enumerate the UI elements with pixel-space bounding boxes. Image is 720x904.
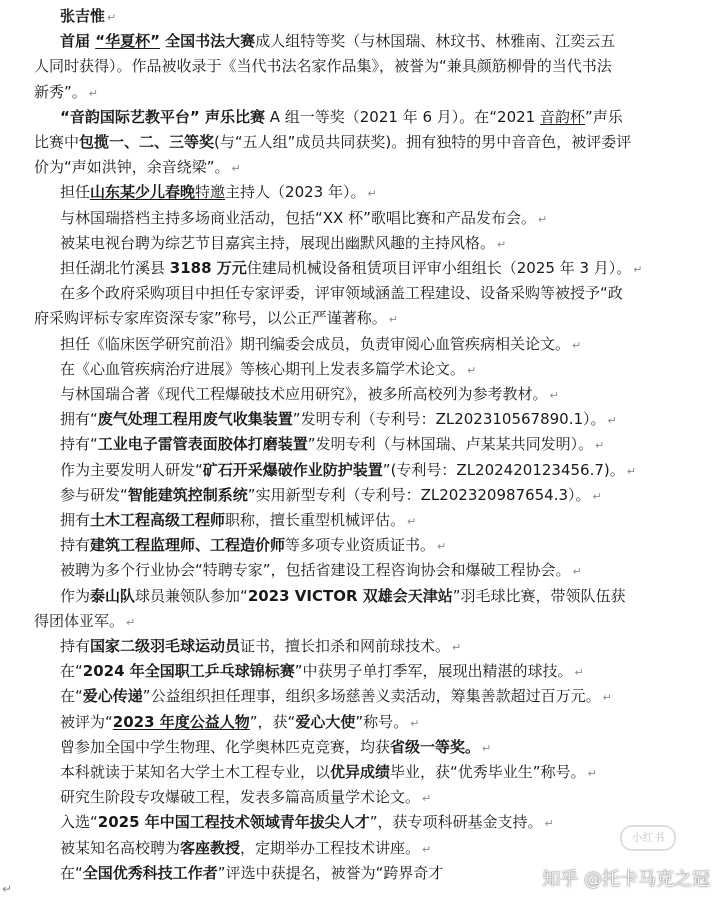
text-run: 住建局机械设备租赁项目评审小组组长（2025 年 3 月）。 [246,259,632,277]
text-run: A 组一等奖（2021 年 6 月）。在“2021 [264,107,540,126]
text-run: 成人组特等奖（与林国瑞、林玟书、林雅南、江奕云五 [255,32,616,51]
text-run: 2024 年全国职工乒乓球锦标赛 [82,662,295,681]
text-run: ，定期举办工程技术讲座。 [240,838,421,857]
text-run: ”发明专利（专利号：ZL202310567890.1）。 [292,410,606,429]
text-run: ”羽毛球比赛，带领队伍获 [452,586,626,605]
text-run: 主持人（2023 年）。 [225,183,366,202]
text-run: 智能建筑控制系统 [127,485,248,504]
paragraph-mark-icon: ↵ [497,237,507,251]
text-run: 建筑工程监理师、工程造价师 [90,536,286,555]
end-paragraph-mark: ↵ [2,882,13,896]
text-line [0,130,720,155]
text-run: 球员兼领队参加“ [135,586,248,605]
text-run: 爱心传递 [82,687,143,706]
paragraph-mark-icon: ↵ [572,565,582,579]
text-run: 全国书法大赛 [159,32,256,51]
text-run: ”，获“ [249,712,296,731]
text-line [0,29,720,54]
text-line [0,508,720,533]
text-line [0,760,720,785]
text-run: 得团体亚军。 [34,611,125,630]
text-run: 价为“声如洪钟，余音绕梁”。 [34,158,230,177]
paragraph-mark-icon: ↵ [88,86,98,100]
text-line [0,634,720,659]
paragraph-mark-icon: ↵ [437,540,447,554]
text-run: 矿石开采爆破作业防护装置 [202,460,383,479]
text-line [0,180,720,205]
text-run: 特邀 [195,183,226,202]
paragraph-mark-icon: ↵ [602,691,612,705]
paragraph-mark-icon: ↵ [407,515,417,528]
text-run: ”声乐 [585,107,623,126]
text-run: ”公益组织担任理事，组织多场慈善义卖活动，筹集善款超过百万元。 [142,687,601,706]
text-run: ”称号。 [355,712,409,731]
text-line [0,281,720,306]
paragraph-mark-icon: ↵ [626,464,636,478]
text-run: 担任湖北竹溪县 [60,259,170,277]
text-run: ”(专利号：ZL202420123456.7)。 [382,460,625,479]
text-run: 府采购评标专家库资深专家”称号，以公正严谨著称。 [34,309,387,328]
text-run: 等多项专业资质证书。 [285,536,436,555]
paragraph-mark-icon: ↵ [467,363,477,377]
text-run: 入选“ [60,813,98,832]
text-run: 拥有“ [60,410,98,429]
text-run: 废气处理工程用废气收集装置 [97,410,293,429]
paragraph-mark-icon: ↵ [422,842,432,856]
text-line [0,684,720,709]
text-line [0,231,720,256]
paragraph-mark-icon: ↵ [367,187,377,201]
text-run: 在“ [60,687,83,706]
text-run: 在《心血管疾病治疗进展》等核心期刊上发表多篇学术论文。 [60,359,466,378]
text-line [0,332,720,357]
text-run: 省级一等奖。 [390,737,481,756]
text-run: “华夏杯” [95,32,160,51]
text-run: 持有“ [60,435,98,454]
text-run: 音韵杯 [540,107,586,126]
paragraph-mark-icon: ↵ [574,666,584,680]
text-run: 拥有 [60,511,91,529]
text-line [0,609,720,634]
text-line [0,785,720,810]
text-run: 全国优秀科技工作者 [82,863,218,882]
text-line [0,735,720,760]
text-line [0,306,720,331]
text-run: ”评选中获提名，被誉为“跨界奇才 [217,863,444,882]
text-run: 优异成绩 [330,763,391,781]
text-line [0,584,720,609]
text-line [0,483,720,508]
paragraph-mark-icon: ↵ [107,11,117,24]
text-line [0,407,720,432]
text-run: 与林国瑞搭档主持多场商业活动，包括“XX 杯”歌唱比赛和产品发布会。 [60,208,536,227]
watermark-text: 知乎 @托卡马克之冠 [542,869,710,890]
paragraph-mark-icon: ↵ [231,162,241,176]
text-line [0,458,720,483]
text-line [0,432,720,457]
text-run: ”中获男子单打季军，展现出精湛的球技。 [294,662,573,681]
text-run: 客座教授 [180,838,241,857]
text-run: 作为 [60,586,91,605]
paragraph-mark-icon: ↵ [607,414,617,428]
text-line [0,836,720,861]
text-run: 新秀”。 [34,82,87,101]
paragraph-mark-icon: ↵ [572,338,582,352]
text-run: 比赛中 [34,133,80,151]
paragraph-mark-icon: ↵ [388,313,398,327]
text-run: 被聘为多个行业协会“特聘专家”，包括省建设工程咨询协会和爆破工程协会。 [60,561,571,580]
paragraph-mark-icon: ↵ [537,212,548,226]
text-run: 证书，擅长扣杀和网前球技术。 [240,637,451,655]
paragraph-mark-icon: ↵ [482,741,492,755]
paragraph-mark-icon: ↵ [633,263,643,276]
text-run: 毕业，获“优秀毕业生”称号。 [390,763,586,781]
text-line [0,659,720,684]
text-run: 2023 年度公益人物 [112,712,250,731]
paragraph-mark-icon: ↵ [410,716,420,730]
paragraph-mark-icon: ↵ [587,767,597,780]
text-run: 在“ [60,662,83,681]
text-line [0,256,720,281]
paragraph-mark-icon: ↵ [452,641,462,654]
paragraph-mark-icon: ↵ [549,389,559,402]
text-run: “音韵国际艺教平台” 声乐比赛 [60,107,265,126]
text-run: 被某电视台聘为综艺节目嘉宾主持，展现出幽默风趣的主持风格。 [60,233,496,252]
text-run: 爱心大使 [295,712,356,731]
text-line [0,710,720,735]
text-run: 担任《临床医学研究前沿》期刊编委会成员，负责审阅心血管疾病相关论文。 [60,334,571,353]
text-run: 被某知名高校聘为 [60,838,181,857]
text-run: 本科就读于某知名大学土木工程专业，以 [60,763,331,781]
text-run: 与林国瑞合著《现代工程爆破技术应用研究》，被多所高校列为参考教材。 [60,385,548,403]
text-run: 研究生阶段专攻爆破工程，发表多篇高质量学术论文。 [60,788,421,807]
text-line [0,810,720,835]
text-run: 曾参加全国中学生物理、化学奥林匹克竞赛，均获 [60,737,391,756]
paragraph-mark-icon: ↵ [422,792,432,806]
text-run: 持有 [60,536,91,555]
text-line [0,533,720,558]
text-line [0,80,720,105]
text-run: 首届 [60,32,96,51]
text-run: 工业电子雷管表面胶体打磨装置 [97,435,308,454]
text-line [0,558,720,583]
text-run: 参与研发“ [60,485,128,504]
text-line [0,54,720,79]
text-run: ”发明专利（与林国瑞、卢某某共同发明）。 [307,435,594,454]
text-run: 在多个政府采购项目中担任专家评委，评审领域涵盖工程建设、设备采购等被授予“政 [60,284,623,303]
text-run: (与“五人组”成员共同获奖)。拥有独特的男中音音色，被评委评 [214,133,632,151]
text-run: 被评为“ [60,712,113,731]
text-line [0,357,720,382]
text-run: 包揽一、二、三等奖 [79,133,215,151]
text-run: 3188 万元 [169,259,247,277]
text-run: 职称，擅长重型机械评估。 [225,511,406,529]
text-run: 2023 VICTOR 双雄会天津站 [247,586,453,605]
text-run: 在“ [60,863,83,882]
text-run: 国家二级羽毛球运动员 [90,637,241,655]
text-run: 作为主要发明人研发“ [60,460,203,479]
text-run: 土木工程高级工程师 [90,511,226,529]
text-run: 泰山队 [90,586,136,605]
text-line [0,206,720,231]
watermark-badge: 小红书 [620,825,676,851]
text-run: ”实用新型专利（专利号：ZL202320987654.3）。 [247,485,591,504]
text-run: 2025 年中国工程技术领域青年拔尖人才 [97,813,370,832]
text-run: 山东某少儿春晚 [90,183,196,202]
paragraph-mark-icon: ↵ [544,817,554,831]
text-line [0,155,720,180]
text-run: 人同时获得）。作品被收录于《当代书法名家作品集》，被誉为“兼具颜筋柳骨的当代书法 [34,57,612,76]
text-line [0,4,720,29]
text-line [0,382,720,407]
text-run: 担任 [60,183,91,202]
text-line [0,105,720,130]
text-run: ”，获专项科研基金支持。 [369,813,543,832]
paragraph-mark-icon: ↵ [595,439,605,453]
paragraph-mark-icon: ↵ [592,489,602,503]
text-run: 持有 [60,637,91,655]
text-run: 张吉惟 [60,7,106,25]
paragraph-mark-icon: ↵ [126,615,136,629]
